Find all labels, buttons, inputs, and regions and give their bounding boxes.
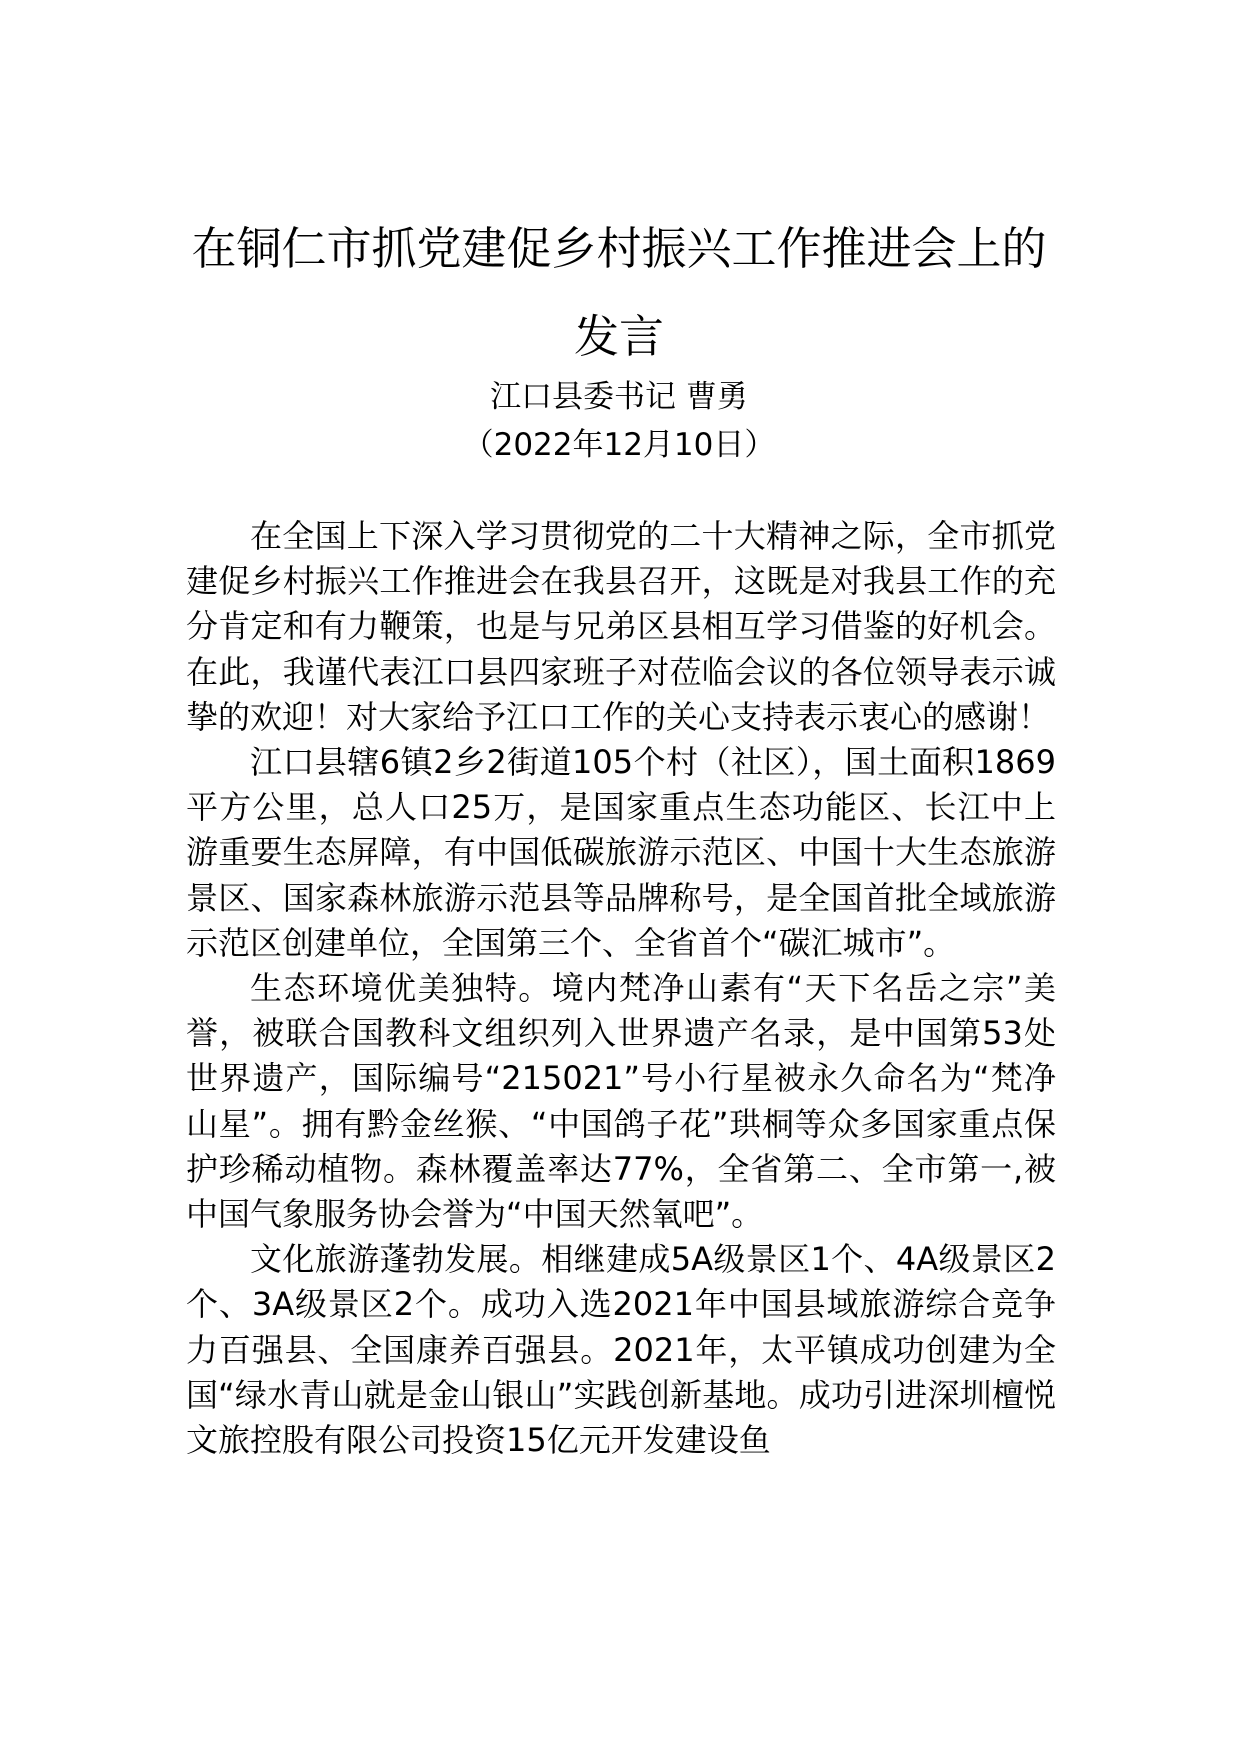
paragraph-ecology: 生态环境优美独特。境内梵净山素有“天下名岳之宗”美誉，被联合国教科文组织列入世界遗产名录，是中国第53处世界遗产，国际编号“215021”号小行星被永久命名为“梵净山星”。拥有黔金丝猴、“中国鸽子花”珙桐等众多国家重点保护珍稀动植物。森林覆盖率达77%，全省第二、全市第一,被中国气象服务协会誉为“中国天然氧吧”。	[186, 969, 1056, 1234]
paragraph-county-overview: 江口县辖6镇2乡2街道105个村（社区），国土面积1869平方公里，总人口25万，是国家重点生态功能区、长江中上游重要生态屏障，有中国低碳旅游示范区、中国十大生态旅游景区、国家森林旅游示范县等品牌称号，是全国首批全域旅游示范区创建单位，全国第三个、全省首个“碳汇城市”。	[186, 743, 1056, 962]
document-title: 在铜仁市抓党建促乡村振兴工作推进会上的发言	[191, 222, 1047, 363]
author-line: 江口县委书记 曹勇	[490, 379, 748, 415]
paragraph-tourism: 文化旅游蓬勃发展。相继建成5A级景区1个、4A级景区2个、3A级景区2个。成功入选2021年中国县域旅游综合竞争力百强县、全国康养百强县。2021年，太平镇成功创建为全国“绿水青山就是金山银山”实践创新基地。成功引进深圳檀悦文旅控股有限公司投资15亿元开发建设鱼	[186, 1240, 1056, 1460]
date-line: （2022年12月10日）	[462, 427, 776, 463]
paragraph-intro: 在全国上下深入学习贯彻党的二十大精神之际，全市抓党建促乡村振兴工作推进会在我县召开，这既是对我县工作的充分肯定和有力鞭策，也是与兄弟区县相互学习借鉴的好机会。在此，我谨代表江口县四家班子对莅临会议的各位领导表示诚挚的欢迎！对大家给予江口工作的关心支持表示衷心的感谢！	[186, 517, 1056, 736]
document-body	[186, 514, 1056, 1463]
